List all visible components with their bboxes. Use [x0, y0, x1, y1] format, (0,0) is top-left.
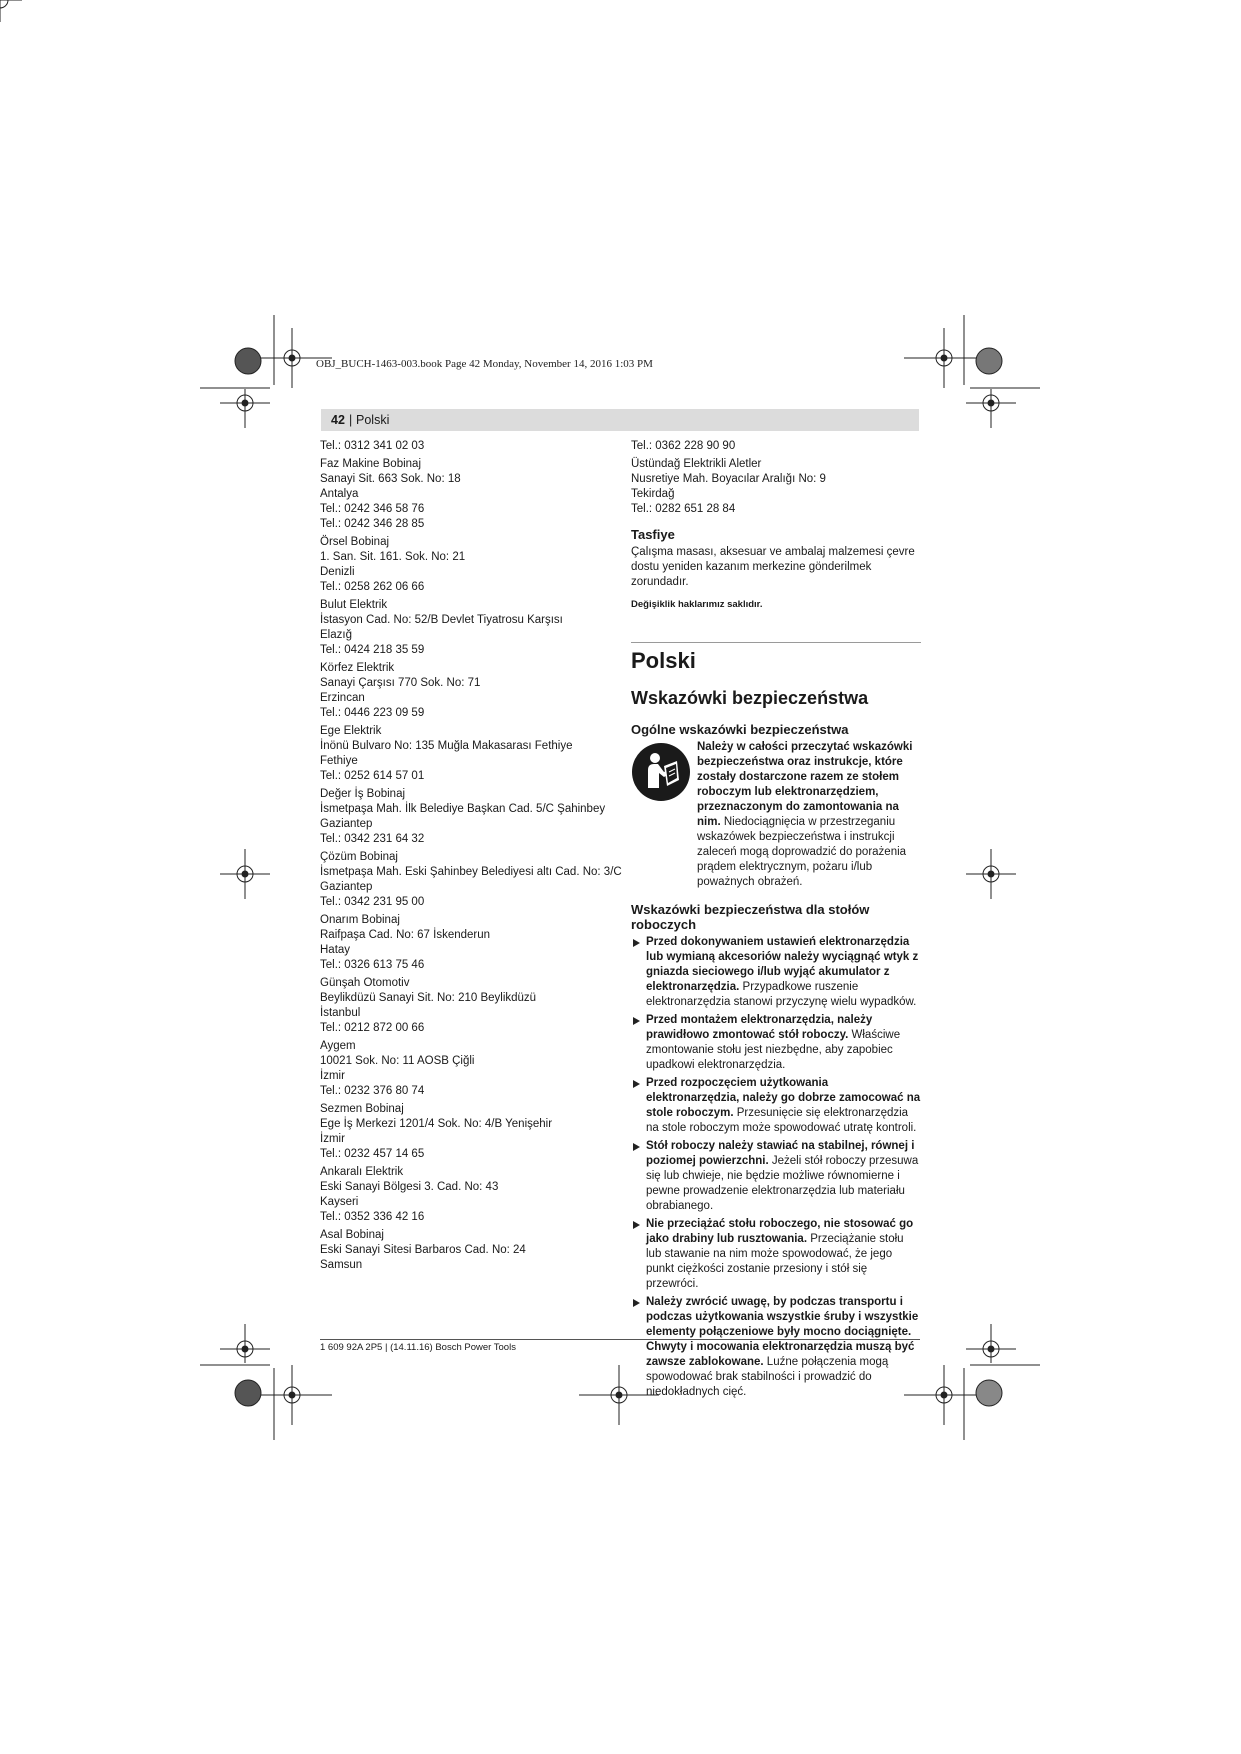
address-line: İsmetpaşa Mah. Eski Şahinbey Belediyesi altı Cad. No: 3/C: [320, 866, 622, 878]
safety-bullet-item: [631, 1295, 921, 1400]
bullet-bold-text: Stół roboczy należy stawiać na stabilnej, równej i poziomej powierzchni.: [646, 1140, 915, 1167]
address-line: Tel.: 0212 872 00 66: [320, 1022, 425, 1034]
section-title: Polski: [631, 648, 696, 673]
address-line: Tel.: 0326 613 75 46: [320, 959, 425, 971]
address-line: Samsun: [320, 1259, 363, 1271]
safety-bullet-item: [631, 1076, 921, 1136]
address-line: Tel.: 0258 262 06 66: [320, 581, 425, 593]
bullet-text: Przeciążanie stołu lub stawanie na nim może spowodować, że jego punkt ciężkości zostanie przesiony i stół się przewróci.: [646, 1233, 904, 1290]
address-line: 10021 Sok. No: 11 AOSB Çiğli: [320, 1055, 475, 1067]
bullet-text: Przypadkowe ruszenie elektronarzędzia stanowi przyczynę wielu wypadków.: [646, 981, 917, 1008]
company-name: Ankaralı Elektrik: [320, 1166, 404, 1178]
address-line: İzmir: [320, 1070, 345, 1082]
company-name: Çözüm Bobinaj: [320, 851, 398, 863]
phone-line: Tel.: 0312 341 02 03: [320, 440, 425, 452]
address-line: Tel.: 0446 223 09 59: [320, 707, 425, 719]
page-number: 42: [331, 413, 345, 427]
address-line: Tel.: 0352 336 42 16: [320, 1211, 425, 1223]
address-line: Gaziantep: [320, 818, 373, 830]
bullet-text: Przesunięcie się elektronarzędzia na stole roboczym może spowodować utratę kontroli.: [646, 1107, 917, 1134]
address-block: [320, 598, 610, 658]
general-safety-bold: Należy w całości przeczytać wskazówki bezpieczeństwa oraz instrukcje, które zostały dostarczone razem ze stołem roboczym lub elektronarzędziem, przeznaczonym do zamontowania na nim.: [697, 741, 913, 828]
company-name: Değer İş Bobinaj: [320, 788, 406, 800]
bullet-triangle-icon: [633, 939, 640, 947]
rights-note: Değişiklik haklarımız saklıdır.: [631, 599, 763, 610]
general-safety-heading: Ogólne wskazówki bezpieczeństwa: [631, 722, 849, 737]
general-safety-normal: Niedociągnięcia w przestrzeganiu wskazówek bezpieczeństwa i instrukcji zaleceń mogą doprowadzić do porażenia prądem elektrycznym, pożaru i/lub poważnych obrażeń.: [697, 816, 907, 888]
left-column: [320, 439, 622, 1276]
address-block: [320, 1102, 610, 1162]
company-name: Körfez Elektrik: [320, 662, 395, 674]
page-header-bar: [321, 409, 919, 431]
footer-rule: [320, 1339, 920, 1340]
address-block: [320, 661, 610, 721]
address-line: Tel.: 0342 231 64 32: [320, 833, 425, 845]
address-line: Ege İş Merkezi 1201/4 Sok. No: 4/B Yenişehir: [320, 1118, 553, 1130]
bullet-bold-text: Przed montażem elektronarzędzia, należy prawidłowo zmontować stół roboczy.: [646, 1014, 873, 1041]
bullet-triangle-icon: [633, 1080, 640, 1088]
address-block: [320, 457, 610, 532]
safety-bullet-item: [631, 1013, 921, 1073]
bullet-triangle-icon: [633, 1221, 640, 1229]
address-line: Tel.: 0424 218 35 59: [320, 644, 425, 656]
safety-bullet-list: [631, 935, 921, 1400]
address-block: [320, 850, 622, 910]
company-name: Örsel Bobinaj: [320, 536, 390, 548]
address-line: Tekirdağ: [631, 488, 675, 500]
address-continuation: [631, 439, 921, 454]
table-safety-heading: Wskazówki bezpieczeństwa dla stołów roboczych: [631, 902, 870, 932]
general-safety-block: [631, 740, 921, 890]
address-line: Hatay: [320, 944, 351, 956]
bullet-bold-text: Przed rozpoczęciem użytkowania elektronarzędzia, należy go dobrze zamocować na stole roboczym.: [646, 1077, 921, 1119]
address-continuation: [320, 439, 610, 454]
book-header: OBJ_BUCH-1463-003.book Page 42 Monday, November 14, 2016 1:03 PM: [316, 358, 653, 370]
company-name: Onarım Bobinaj: [320, 914, 400, 926]
address-line: Eski Sanayi Sitesi Barbaros Cad. No: 24: [320, 1244, 526, 1256]
address-line: Beylikdüzü Sanayi Sit. No: 210 Beylikdüzü: [320, 992, 537, 1004]
bullet-text: Właściwe zmontowanie stołu jest niezbędne, aby zapobiec upadkowi elektronarzędzia.: [646, 1029, 901, 1071]
right-column: [631, 439, 921, 1403]
safety-bullet-item: [631, 1217, 921, 1292]
address-block: [320, 913, 610, 973]
safety-title: Wskazówki bezpieczeństwa: [631, 688, 869, 708]
company-name: Aygem: [320, 1040, 356, 1052]
address-line: Elazığ: [320, 629, 352, 641]
address-line: İnönü Bulvaro No: 135 Muğla Makasarası Fethiye: [320, 740, 573, 752]
address-line: Sanayi Sit. 663 Sok. No: 18: [320, 473, 461, 485]
address-line: Raifpaşa Cad. No: 67 İskenderun: [320, 929, 491, 941]
address-block: [320, 724, 610, 784]
bullet-text: Jeżeli stół roboczy przesuwa się lub chwieje, nie będzie możliwe równomierne i pewne prowadzenie elektronarzędzia lub materiału obrabianego.: [646, 1155, 919, 1212]
safety-bullet-item: [631, 1139, 921, 1214]
address-line: İstasyon Cad. No: 52/B Devlet Tiyatrosu Karşısı: [320, 614, 563, 626]
tasfiye-text: Çalışma masası, aksesuar ve ambalaj malzemesi çevre dostu yeniden kazanım merkezine gönderilmek zorundadır.: [631, 546, 915, 588]
company-name: Bulut Elektrik: [320, 599, 388, 611]
page-header-separator: |: [349, 413, 353, 427]
address-line: 1. San. Sit. 161. Sok. No: 21: [320, 551, 466, 563]
address-line: Erzincan: [320, 692, 365, 704]
page-language: Polski: [356, 413, 390, 427]
address-block: [320, 1039, 610, 1099]
company-name: Faz Makine Bobinaj: [320, 458, 421, 470]
address-line: Eski Sanayi Bölgesi 3. Cad. No: 43: [320, 1181, 499, 1193]
tasfiye-heading: Tasfiye: [631, 527, 675, 542]
bullet-bold-text: Należy zwrócić uwagę, by podczas transportu i podczas użytkowania wszystkie śruby i wszystkie elementy połączeniowe były mocno dociągnięte. Chwyty i mocowania elektronarzędzia muszą być zawsze zablokowane.: [646, 1296, 919, 1368]
address-line: İzmir: [320, 1133, 345, 1145]
address-block: [631, 457, 921, 517]
address-list: [320, 457, 622, 1273]
address-line: Tel.: 0282 651 28 84: [631, 503, 736, 515]
bullet-triangle-icon: [633, 1017, 640, 1025]
company-name: Ege Elektrik: [320, 725, 382, 737]
address-line: Sanayi Çarşısı 770 Sok. No: 71: [320, 677, 481, 689]
bullet-bold-text: Przed dokonywaniem ustawień elektronarzędzia lub wymianą akcesoriów należy wyciągnąć wtyk z gniazda sieciowego i/lub wyjąć akumulator z elektronarzędzia.: [646, 936, 919, 993]
address-line: Üstündağ Elektrikli Aletler: [631, 458, 762, 470]
address-block: [320, 1165, 610, 1225]
address-line: İsmetpaşa Mah. İlk Belediye Başkan Cad. 5/C Şahinbey: [320, 803, 606, 815]
address-line: Tel.: 0232 457 14 65: [320, 1148, 425, 1160]
address-line: Antalya: [320, 488, 359, 500]
address-line: Nusretiye Mah. Boyacılar Aralığı No: 9: [631, 473, 826, 485]
address-line: Tel.: 0242 346 28 85: [320, 518, 425, 530]
address-line: Tel.: 0252 614 57 01: [320, 770, 425, 782]
address-block: [320, 1228, 610, 1273]
bullet-text: Luźne połączenia mogą spowodować brak stabilności i prowadzić do niedokładnych cięć.: [646, 1356, 889, 1398]
address-block: [320, 976, 610, 1036]
read-manual-icon: [631, 742, 691, 802]
address-block: [320, 787, 610, 847]
safety-bullet-item: [631, 935, 921, 1010]
bullet-bold-text: Nie przeciążać stołu roboczego, nie stosować go jako drabiny lub rusztowania.: [646, 1218, 914, 1245]
address-line: Tel.: 0242 346 58 76: [320, 503, 425, 515]
company-name: Sezmen Bobinaj: [320, 1103, 404, 1115]
bullet-triangle-icon: [633, 1143, 640, 1151]
address-line: Tel.: 0342 231 95 00: [320, 896, 425, 908]
address-line: Gaziantep: [320, 881, 373, 893]
section-divider: [631, 642, 921, 643]
bullet-triangle-icon: [633, 1299, 640, 1307]
address-block: [320, 535, 610, 595]
company-name: Asal Bobinaj: [320, 1229, 384, 1241]
company-name: Günşah Otomotiv: [320, 977, 410, 989]
address-line: İstanbul: [320, 1007, 361, 1019]
address-line: Tel.: 0232 376 80 74: [320, 1085, 425, 1097]
address-line: Fethiye: [320, 755, 358, 767]
address-line: Kayseri: [320, 1196, 359, 1208]
address-line: Denizli: [320, 566, 355, 578]
footer-text: 1 609 92A 2P5 | (14.11.16) Bosch Power Tools: [320, 1342, 516, 1353]
phone-line: Tel.: 0362 228 90 90: [631, 440, 736, 452]
